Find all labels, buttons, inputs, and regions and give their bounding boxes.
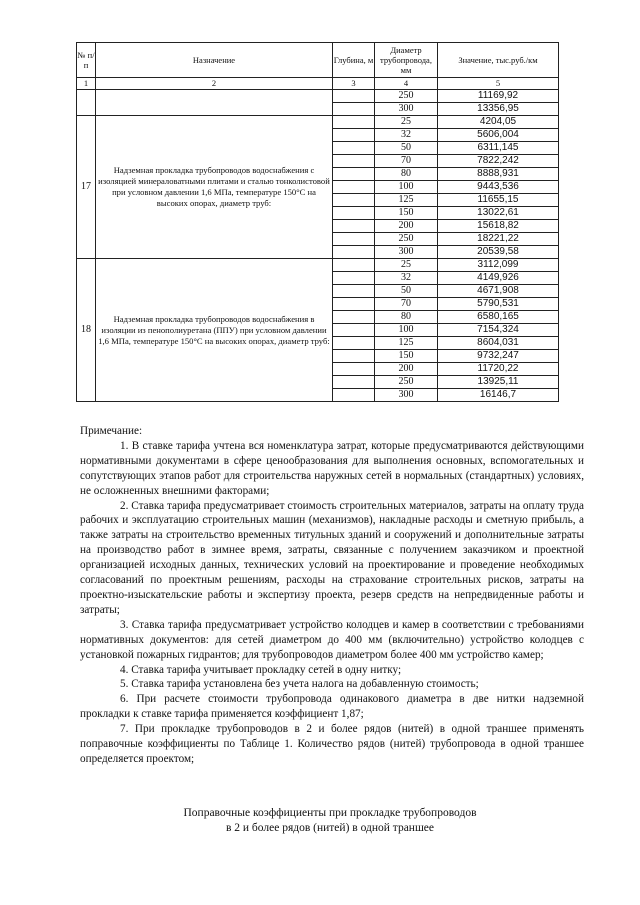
value-cell: 5606,004 <box>438 129 559 142</box>
value-cell: 6311,145 <box>438 142 559 155</box>
note-item: 6. При расчете стоимости трубопровода одинакового диаметра в две нитки надземной прокладки к ставке тарифа применяется коэффициент 1,87; <box>80 693 584 721</box>
notes-title: Примечание: <box>80 425 143 437</box>
value-cell: 18221,22 <box>438 233 559 246</box>
value-cell: 9443,536 <box>438 181 559 194</box>
diameter-cell: 50 <box>375 142 438 155</box>
note-item: 2. Ставка тарифа предусматривает стоимость строительных материалов, затраты на оплату труда рабочих и эксплуатацию строительных машин (механизмов), накладные расходы и сметную прибыль, а также затраты на строительство временных титульных зданий и сооружений и дополнительные затраты на производство работ в зимнее время, затраты, связанные с получением заказчиком и проектной организацией исходных данных, технических условий на проектирование и проведение необходимых согласований по проектным решениям, расходы на страхование строительных рисков, затраты на проектно-изыскательские работы и экспертизу проекта, резерв средств на непредвиденные работы и затраты; <box>80 499 584 616</box>
value-cell: 13925,11 <box>438 376 559 389</box>
diameter-cell: 250 <box>375 90 438 103</box>
value-cell: 6580,165 <box>438 311 559 324</box>
purpose-cell: Надземная прокладка трубопроводов водоснабжения в изоляции из пенополиуретана (ППУ) при условном давлении 1,6 МПа, температуре 150°С на высоких опорах, диаметр труб: <box>96 259 333 402</box>
column-number-row <box>77 78 559 90</box>
diameter-cell: 70 <box>375 298 438 311</box>
note-item: 7. При прокладке трубопроводов в 2 и более рядов (нитей) в одной траншее применять поправочные коэффициенты по Таблице 1. Количество рядов (нитей) трубопровода в одной траншее определяется проектом; <box>80 723 584 765</box>
diameter-cell: 25 <box>375 259 438 272</box>
header-num: № п/п <box>77 43 96 78</box>
value-cell: 20539,58 <box>438 246 559 259</box>
diameter-cell: 80 <box>375 168 438 181</box>
depth-cell <box>333 142 375 155</box>
depth-cell <box>333 337 375 350</box>
value-cell: 13356,95 <box>438 103 559 116</box>
diameter-cell: 250 <box>375 376 438 389</box>
column-number: 2 <box>96 78 333 90</box>
tariff-table <box>76 42 559 402</box>
diameter-cell: 32 <box>375 272 438 285</box>
depth-cell <box>333 90 375 103</box>
value-cell: 3112,099 <box>438 259 559 272</box>
diameter-cell: 125 <box>375 337 438 350</box>
depth-cell <box>333 220 375 233</box>
diameter-cell: 80 <box>375 311 438 324</box>
value-cell: 8604,031 <box>438 337 559 350</box>
caption-line: Поправочные коэффициенты при прокладке трубопроводов <box>183 807 477 819</box>
depth-cell <box>333 285 375 298</box>
diameter-cell: 150 <box>375 207 438 220</box>
depth-cell <box>333 116 375 129</box>
table-row <box>77 116 559 129</box>
value-cell: 4149,926 <box>438 272 559 285</box>
depth-cell <box>333 246 375 259</box>
row-number-cell: 18 <box>77 259 96 402</box>
note-item: 1. В ставке тарифа учтена вся номенклатура затрат, которые предусматриваются действующими нормативными документами в сфере ценообразования для выполнения основных, вспомогательных и сопутствующих этапов работ для строительства наружных сетей в нормальных (стандартных) условиях, не осложненных внешними факторами; <box>80 439 584 497</box>
diameter-cell: 300 <box>375 103 438 116</box>
value-cell: 11720,22 <box>438 363 559 376</box>
value-cell: 11655,15 <box>438 194 559 207</box>
diameter-cell: 100 <box>375 181 438 194</box>
column-number: 4 <box>375 78 438 90</box>
header-purpose: Назначение <box>96 43 333 78</box>
diameter-cell: 150 <box>375 350 438 363</box>
header-diameter: Диаметр трубопровода, мм <box>375 43 438 78</box>
table-row <box>77 90 559 103</box>
depth-cell <box>333 129 375 142</box>
depth-cell <box>333 350 375 363</box>
note-item: 4. Ставка тарифа учитывает прокладку сетей в одну нитку; <box>120 663 402 676</box>
depth-cell <box>333 272 375 285</box>
table-row <box>77 259 559 272</box>
value-cell: 16146,7 <box>438 389 559 402</box>
note-item: 3. Ставка тарифа предусматривает устройство колодцев и камер в соответствии с требованиями нормативных документов: для сетей диаметром до 400 мм (включительно) устройство колодцев с установкой пожарных гидрантов; для трубопроводов диаметром более 400 мм устройство камер; <box>80 618 584 661</box>
depth-cell <box>333 389 375 402</box>
depth-cell <box>333 298 375 311</box>
depth-cell <box>333 233 375 246</box>
depth-cell <box>333 324 375 337</box>
row-number-cell: 17 <box>77 116 96 259</box>
value-cell: 8888,931 <box>438 168 559 181</box>
depth-cell <box>333 311 375 324</box>
value-cell: 13022,61 <box>438 207 559 220</box>
table-header-row <box>77 43 559 78</box>
depth-cell <box>333 103 375 116</box>
depth-cell <box>333 168 375 181</box>
table-body <box>77 90 559 402</box>
column-number: 3 <box>333 78 375 90</box>
purpose-cell: Надземная прокладка трубопроводов водоснабжения с изоляцией минераловатными плитами и сталью тонколистовой при условном давлении 1,6 МПа, температуре 150°С на высоких опорах, диаметр труб: <box>96 116 333 259</box>
note-item: 5. Ставка тарифа установлена без учета налога на добавленную стоимость; <box>120 678 479 691</box>
depth-cell <box>333 259 375 272</box>
diameter-cell: 70 <box>375 155 438 168</box>
value-cell: 9732,247 <box>438 350 559 363</box>
row-number-cell <box>77 90 96 116</box>
depth-cell <box>333 181 375 194</box>
value-cell: 7822,242 <box>438 155 559 168</box>
value-cell: 4204,05 <box>438 116 559 129</box>
notes-section <box>80 424 584 767</box>
value-cell: 15618,82 <box>438 220 559 233</box>
value-cell: 4671,908 <box>438 285 559 298</box>
column-number: 5 <box>438 78 559 90</box>
diameter-cell: 200 <box>375 220 438 233</box>
depth-cell <box>333 376 375 389</box>
diameter-cell: 32 <box>375 129 438 142</box>
caption-line: в 2 и более рядов (нитей) в одной траншее <box>225 822 435 834</box>
diameter-cell: 25 <box>375 116 438 129</box>
diameter-cell: 50 <box>375 285 438 298</box>
diameter-cell: 300 <box>375 389 438 402</box>
value-cell: 5790,531 <box>438 298 559 311</box>
depth-cell <box>333 194 375 207</box>
value-cell: 11169,92 <box>438 90 559 103</box>
header-depth: Глубина, м <box>333 43 375 78</box>
purpose-cell <box>96 90 333 116</box>
depth-cell <box>333 155 375 168</box>
diameter-cell: 125 <box>375 194 438 207</box>
table-caption <box>120 806 540 836</box>
diameter-cell: 300 <box>375 246 438 259</box>
depth-cell <box>333 207 375 220</box>
value-cell: 7154,324 <box>438 324 559 337</box>
diameter-cell: 100 <box>375 324 438 337</box>
depth-cell <box>333 363 375 376</box>
header-value: Значение, тыс.руб./км <box>438 43 559 78</box>
diameter-cell: 200 <box>375 363 438 376</box>
diameter-cell: 250 <box>375 233 438 246</box>
column-number: 1 <box>77 78 96 90</box>
